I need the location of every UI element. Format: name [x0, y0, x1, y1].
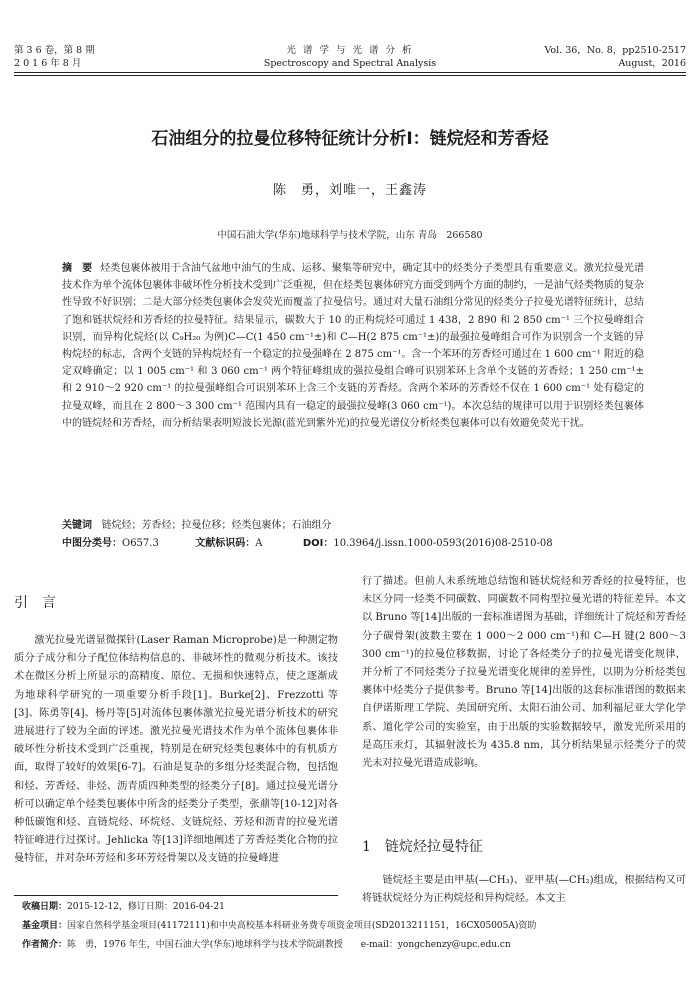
- footnote-fund: [22, 917, 692, 936]
- intro-continuation: 行了描述。但前人未系统地总结饱和链状烷烃和芳香烃的拉曼特征，也未区分同一烃类不同碳数、同碳数不同构型拉曼光谱的特征差异。本文以 Bruno 等[14]出版的一套标准谱图为基础，详细统计了烷烃和芳香烃分子碳骨架(波数主要在 1 000～2 000 cm⁻¹)和 C—H 键(2 800～3 300 cm⁻¹)的拉曼位移数据，讨论了各烃类分子的拉曼光谱变化规律，并分析了不同烃类分子拉曼光谱变化规律的差异性，以期为分析烃类包裹体中烃类分子提供参考。Bruno 等[14]出版的这套标准谱图的数据来自伊诺斯理工学院、美国研究所、太阳石油公司、加利福尼亚大学化学系、道化学公司的实验室，由于出版的实验数据较早，激发光所采用的是高压汞灯，其辐射波长为 435.8 nm，其分析结果显示烃类分子的荧光未对拉曼光谱造成影响。: [362, 576, 686, 770]
- journal-pages: [544, 44, 686, 70]
- keywords-label: 关键词: [62, 520, 92, 531]
- month-line: August，2016: [618, 58, 686, 69]
- intro-body-left: [14, 632, 338, 869]
- volume-line: 第 3 6 卷，第 8 期: [14, 45, 95, 56]
- fund-label: 基金项目：: [22, 921, 68, 931]
- received-value: 2015-12-12，修订日期：2016-04-21: [67, 902, 225, 912]
- paper-authors: 陈 勇，刘唯一，王鑫涛: [272, 183, 427, 198]
- received-label: 收稿日期：: [22, 902, 68, 912]
- footnotes: [22, 898, 692, 955]
- fund-value: 国家自然科学基金项目(41172111)和中央高校基本科研业务费专项资金项目(SD2013211151，16CX05005A)资助: [67, 921, 537, 931]
- intro-heading: 引 言: [14, 595, 56, 611]
- clc-label: 中图分类号：: [62, 538, 122, 549]
- footnote-received: [22, 898, 692, 917]
- keywords: [62, 519, 662, 533]
- section1-heading: 1 链烷烃拉曼特征: [362, 839, 483, 855]
- section1-paragraph: 链烷烃主要是由甲基(—CH₃)、亚甲基(—CH₂)组成，根据结构又可将链状烷烃分为正构烷烃和异构烷烃。本文主: [362, 875, 686, 905]
- intro-body-right: [362, 573, 686, 773]
- pages-line: Vol. 36，No. 8，pp2510-2517: [544, 45, 686, 56]
- doi-label: DOI：: [302, 538, 334, 549]
- paper-affiliation: 中国石油大学(华东)地球科学与技术学院，山东 青岛 266580: [217, 230, 483, 241]
- header-rule-thin: [14, 75, 686, 76]
- date-line: 2 0 1 6 年 8 月: [14, 58, 82, 69]
- classification: [62, 537, 662, 551]
- doc-code-value: A: [255, 538, 263, 549]
- clc-value: O657.3: [122, 538, 159, 549]
- header-rule-thick: [14, 72, 686, 73]
- author-value: 陈 勇，1976 年生，中国石油大学(华东)地球科学与技术学院副教授 e-mail：yongchenzy@upc.edu.cn: [67, 940, 511, 950]
- doi-value: 10.3964/j.issn.1000-0593(2016)08-2510-08: [333, 538, 553, 549]
- author-label: 作者简介：: [22, 940, 68, 950]
- abstract-text: 烃类包裹体被用于含油气盆地中油气的生成、运移、聚集等研究中，确定其中的烃类分子类型具有重要意义。激光拉曼光谱技术作为单个流体包裹体非破坏性分析技术受到广泛重视，但在烃类包裹体研究方面受到两个方面的制约，一是油气烃类物质的复杂性导致不好识别；二是大部分烃类包裹体会发荧光而覆盖了拉曼信号。通过对大量石油组分常见的烃类分子拉曼光谱特征统计，总结了饱和链状烷烃和芳香烃的拉曼特征。结果显示，碳数大于 10 的正构烷烃可通过 1 438，2 890 和 2 850 cm⁻¹ 三个拉曼峰组合识别，而异构化烷烃(以 C₉H₂₀ 为例)C—C(1 450 cm⁻¹±)和 C—H(2 875 cm⁻¹±)的最强拉曼峰组合可作为识别含一个支链的异构烷烃的标志，含两个支链的异构烷烃有一个稳定的拉曼强峰在 2 875 cm⁻¹。含一个苯环的芳香烃可通过在 1 600 cm⁻¹ 附近的稳定双峰确定；以 1 005 cm⁻¹ 和 3 060 cm⁻¹ 两个特征峰组成的强拉曼组合峰可识别苯环上含单个支链的芳香烃；1 250 cm⁻¹± 和 2 910～2 920 cm⁻¹ 的拉曼强峰组合可识别苯环上含三个支链的芳香烃。含两个苯环的芳香烃不仅在 1 600 cm⁻¹ 处有稳定的拉曼双峰，而且在 2 800～3 300 cm⁻¹ 范围内具有一稳定的最强拉曼峰(3 060 cm⁻¹)。本次总结的规律可以用于识别烃类包裹体中的链烷烃和芳香烃，而分析结果表明短波长光源(蓝光到紫外光)的拉曼光谱仪分析烃类包裹体可以有效避免荧光干扰。: [62, 263, 645, 429]
- footnote-rule: [14, 895, 338, 896]
- intro-paragraph: 激光拉曼光谱显微探针(Laser Raman Microprobe)是一种测定物质分子成分和分子配位体结构信息的、非破坏性的微观分析技术。该技术在微区分析上所显示的高精度、原位、无损和快速特点，使之逐渐成为地球科学研究的一项重要分析手段[1]。Burke[2]、Frezzotti 等[3]、陈勇等[4]、杨丹等[5]对流体包裹体激光拉曼光谱分析技术的研究进展进行了较为全面的评述。激光拉曼光谱技术作为单个流体包裹体非破坏性分析技术受到广泛重视，特别是在研究烃类包裹体中的有机质方面，取得了较好的效果[6-7]。石油是复杂的多组分烃类混合物，包括饱和烃、芳香烃、非烃、沥青质四种类型的烃类分子[8]。通过拉曼光谱分析可以确定单个烃类包裹体中所含的烃类分子类型，张鼐等[10-12]对各种低碳饱和烃、直链烷烃、环烷烃、支链烷烃、芳烃和沥青的拉曼光谱特征峰进行过探讨。Jehlicka 等[13]详细地阐述了芳香烃类化合物的拉曼特征，并对杂环芳烃和多环芳烃骨架以及支链的拉曼峰进: [14, 635, 338, 865]
- footnote-author: [22, 936, 692, 955]
- abstract-label: 摘 要: [62, 263, 93, 274]
- journal-name-en: Spectroscopy and Spectral Analysis: [263, 58, 437, 69]
- journal-name-cn: 光 谱 学 与 光 谱 分 析: [286, 45, 414, 56]
- abstract: [62, 260, 644, 432]
- keywords-text: 链烷烃；芳香烃；拉曼位移；烃类包裹体；石油组分: [101, 520, 332, 531]
- paper-title: 石油组分的拉曼位移特征统计分析Ⅰ：链烷烃和芳香烃: [151, 129, 549, 149]
- doc-code-label: 文献标识码：: [195, 538, 256, 549]
